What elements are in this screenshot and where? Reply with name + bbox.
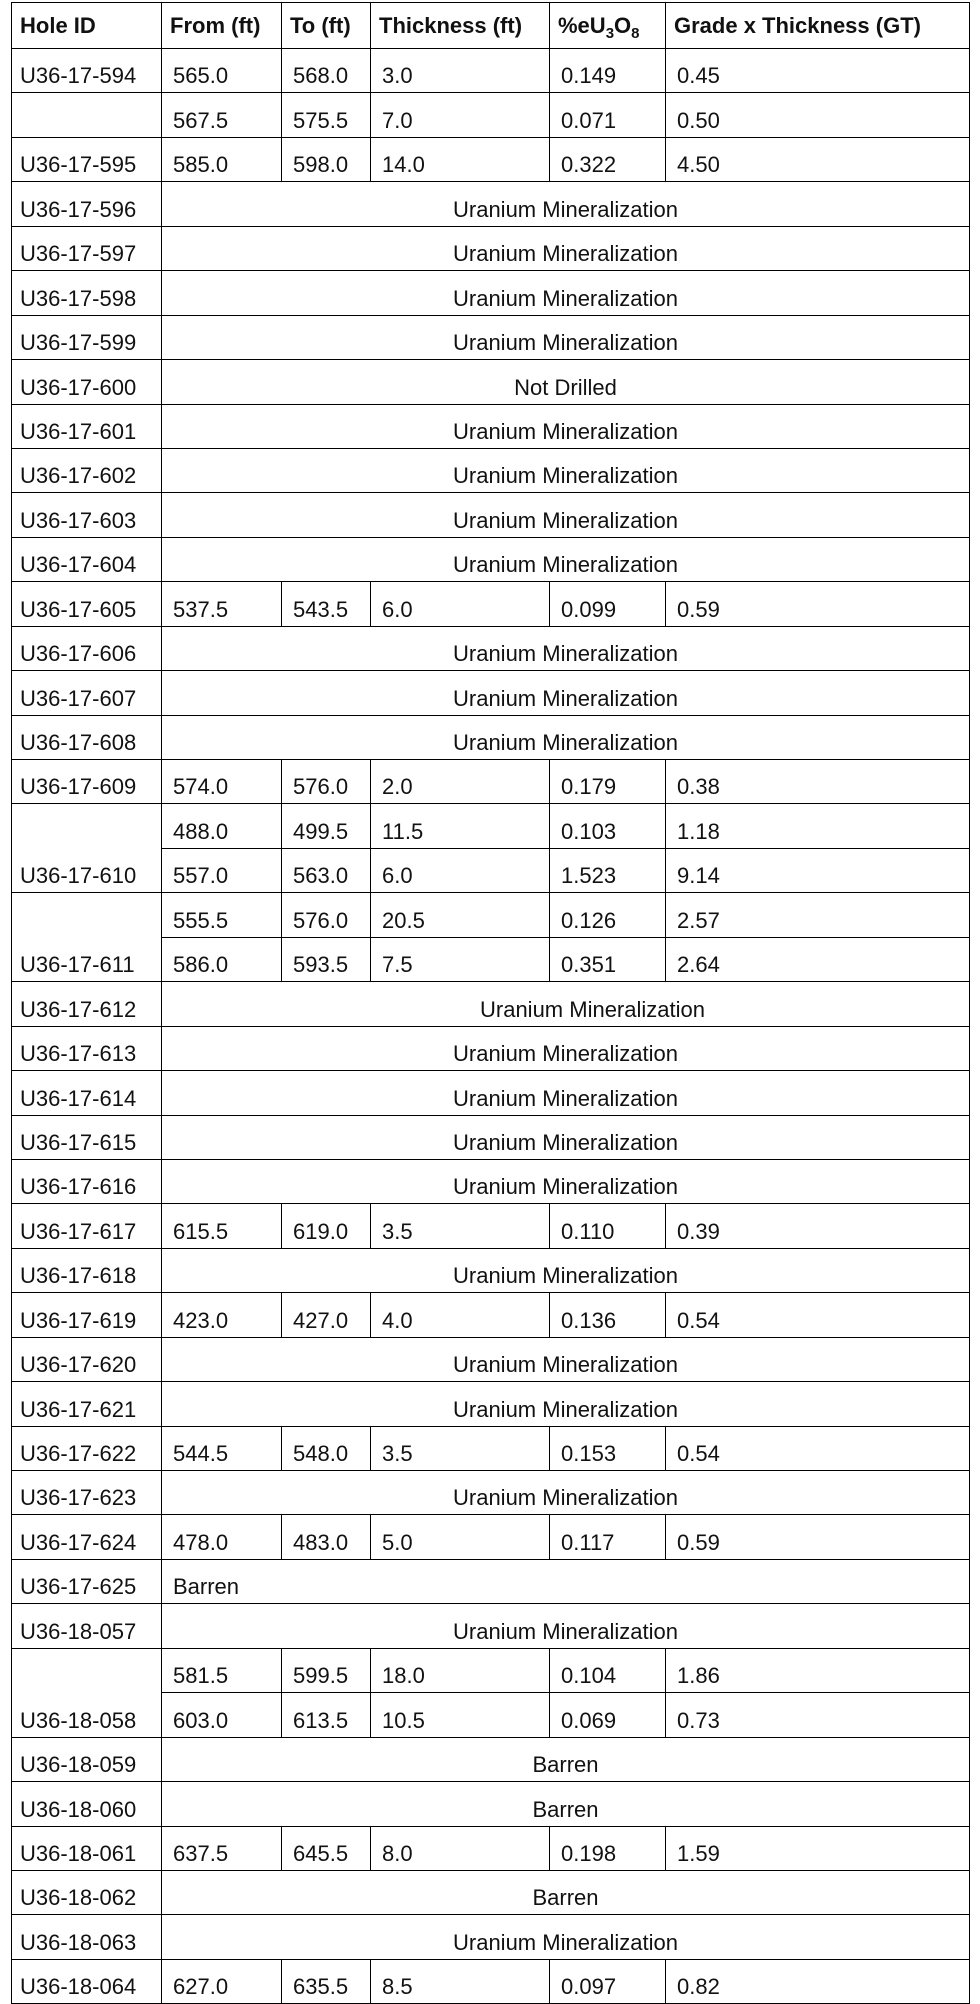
cell-to: 645.5 <box>282 1826 371 1870</box>
table-row <box>12 626 970 670</box>
header-row <box>12 3 970 49</box>
column-header-grade <box>550 3 666 49</box>
table-body <box>12 49 970 2004</box>
cell-thickness: 3.0 <box>371 49 550 93</box>
cell-status: Uranium Mineralization <box>162 1337 970 1381</box>
cell-status: Uranium Mineralization <box>162 537 970 581</box>
table-row <box>12 1248 970 1292</box>
table-row <box>12 804 970 848</box>
cell-hole-id <box>12 1648 162 1692</box>
cell-from: 478.0 <box>162 1515 282 1559</box>
cell-grade: 0.179 <box>550 760 666 804</box>
table-row <box>12 1382 970 1426</box>
cell-status: Uranium Mineralization <box>162 1604 970 1648</box>
table-row <box>12 848 970 892</box>
cell-grade: 0.136 <box>550 1293 666 1337</box>
table-row <box>12 671 970 715</box>
cell-status: Uranium Mineralization <box>162 1159 970 1203</box>
cell-to: 543.5 <box>282 582 371 626</box>
cell-grade: 0.071 <box>550 93 666 137</box>
cell-from: 423.0 <box>162 1293 282 1337</box>
cell-to: 563.0 <box>282 848 371 892</box>
table-row <box>12 1870 970 1914</box>
table-row <box>12 1159 970 1203</box>
cell-hole-id: U36-17-616 <box>12 1159 162 1203</box>
cell-hole-id: U36-17-599 <box>12 315 162 359</box>
cell-thickness: 6.0 <box>371 848 550 892</box>
cell-to: 635.5 <box>282 1959 371 2003</box>
table-row <box>12 982 970 1026</box>
cell-hole-id: U36-17-596 <box>12 182 162 226</box>
cell-grade: 0.351 <box>550 937 666 981</box>
cell-grade: 0.126 <box>550 893 666 937</box>
cell-to: 427.0 <box>282 1293 371 1337</box>
cell-hole-id: U36-17-608 <box>12 715 162 759</box>
cell-gt: 0.59 <box>666 582 970 626</box>
cell-gt: 1.86 <box>666 1648 970 1692</box>
cell-grade: 0.110 <box>550 1204 666 1248</box>
cell-thickness: 7.0 <box>371 93 550 137</box>
cell-grade: 0.104 <box>550 1648 666 1692</box>
table-row <box>12 1204 970 1248</box>
cell-status: Uranium Mineralization <box>162 1026 970 1070</box>
cell-to: 568.0 <box>282 49 371 93</box>
cell-hole-id: U36-17-615 <box>12 1115 162 1159</box>
cell-from: 537.5 <box>162 582 282 626</box>
cell-thickness: 8.5 <box>371 1959 550 2003</box>
cell-hole-id: U36-18-061 <box>12 1826 162 1870</box>
cell-grade: 0.069 <box>550 1693 666 1737</box>
cell-hole-id: U36-17-625 <box>12 1559 162 1603</box>
cell-to: 576.0 <box>282 893 371 937</box>
cell-hole-id: U36-17-610 <box>12 848 162 892</box>
cell-grade: 0.149 <box>550 49 666 93</box>
cell-hole-id: U36-17-624 <box>12 1515 162 1559</box>
table-row <box>12 1471 970 1515</box>
cell-status: Uranium Mineralization <box>162 1248 970 1292</box>
cell-status: Uranium Mineralization <box>162 1115 970 1159</box>
cell-status: Barren <box>162 1737 970 1781</box>
cell-status: Uranium Mineralization <box>162 671 970 715</box>
table-row <box>12 1693 970 1737</box>
table-row <box>12 1782 970 1826</box>
cell-hole-id: U36-17-618 <box>12 1248 162 1292</box>
cell-grade: 0.153 <box>550 1426 666 1470</box>
table-row <box>12 1115 970 1159</box>
cell-from: 565.0 <box>162 49 282 93</box>
table-row <box>12 1026 970 1070</box>
cell-gt: 1.59 <box>666 1826 970 1870</box>
cell-status: Uranium Mineralization <box>162 1071 970 1115</box>
cell-from: 557.0 <box>162 848 282 892</box>
cell-hole-id: U36-17-617 <box>12 1204 162 1248</box>
cell-to: 619.0 <box>282 1204 371 1248</box>
cell-hole-id: U36-17-603 <box>12 493 162 537</box>
cell-gt: 0.54 <box>666 1426 970 1470</box>
cell-from: 555.5 <box>162 893 282 937</box>
cell-to: 613.5 <box>282 1693 371 1737</box>
cell-hole-id: U36-17-620 <box>12 1337 162 1381</box>
cell-to: 499.5 <box>282 804 371 848</box>
cell-hole-id: U36-17-601 <box>12 404 162 448</box>
cell-status: Uranium Mineralization <box>162 493 970 537</box>
cell-from: 567.5 <box>162 93 282 137</box>
cell-grade: 0.099 <box>550 582 666 626</box>
cell-thickness: 4.0 <box>371 1293 550 1337</box>
table-row <box>12 49 970 93</box>
cell-gt: 0.50 <box>666 93 970 137</box>
cell-hole-id: U36-17-606 <box>12 626 162 670</box>
table-row <box>12 760 970 804</box>
table-row <box>12 1071 970 1115</box>
table-row <box>12 1648 970 1692</box>
cell-hole-id: U36-17-598 <box>12 271 162 315</box>
cell-hole-id: U36-18-057 <box>12 1604 162 1648</box>
table-row <box>12 1426 970 1470</box>
cell-gt: 9.14 <box>666 848 970 892</box>
cell-status: Uranium Mineralization <box>162 271 970 315</box>
cell-status: Uranium Mineralization <box>162 715 970 759</box>
table-row <box>12 226 970 270</box>
grade-prefix: %eU <box>558 12 606 38</box>
cell-hole-id: U36-18-064 <box>12 1959 162 2003</box>
cell-from: 586.0 <box>162 937 282 981</box>
table-row <box>12 1826 970 1870</box>
column-header-hole-id: Hole ID <box>12 3 162 49</box>
table-row <box>12 315 970 359</box>
cell-gt: 0.38 <box>666 760 970 804</box>
cell-from: 574.0 <box>162 760 282 804</box>
cell-status: Uranium Mineralization <box>162 626 970 670</box>
cell-gt: 0.39 <box>666 1204 970 1248</box>
table-row <box>12 893 970 937</box>
table-row <box>12 137 970 181</box>
cell-gt: 0.73 <box>666 1693 970 1737</box>
table-header <box>12 3 970 49</box>
cell-gt: 2.57 <box>666 893 970 937</box>
cell-hole-id: U36-17-594 <box>12 49 162 93</box>
table-row <box>12 93 970 137</box>
cell-thickness: 8.0 <box>371 1826 550 1870</box>
column-header-to: To (ft) <box>282 3 371 49</box>
grade-subscript-1: 3 <box>605 24 615 42</box>
cell-to: 598.0 <box>282 137 371 181</box>
cell-hole-id: U36-17-609 <box>12 760 162 804</box>
table-row <box>12 182 970 226</box>
cell-hole-id: U36-17-595 <box>12 137 162 181</box>
cell-grade: 0.097 <box>550 1959 666 2003</box>
cell-thickness: 2.0 <box>371 760 550 804</box>
table-row <box>12 1337 970 1381</box>
table-row <box>12 1959 970 2003</box>
cell-hole-id: U36-17-612 <box>12 982 162 1026</box>
cell-status: Uranium Mineralization <box>162 404 970 448</box>
cell-hole-id: U36-18-059 <box>12 1737 162 1781</box>
cell-hole-id: U36-17-605 <box>12 582 162 626</box>
column-header-from: From (ft) <box>162 3 282 49</box>
cell-status: Barren <box>162 1870 970 1914</box>
cell-status: Not Drilled <box>162 360 970 404</box>
cell-from: 637.5 <box>162 1826 282 1870</box>
cell-hole-id: U36-18-062 <box>12 1870 162 1914</box>
cell-hole-id: U36-17-613 <box>12 1026 162 1070</box>
cell-from: 581.5 <box>162 1648 282 1692</box>
table-row <box>12 582 970 626</box>
cell-grade: 1.523 <box>550 848 666 892</box>
cell-status: Uranium Mineralization <box>162 315 970 359</box>
cell-hole-id: U36-17-621 <box>12 1382 162 1426</box>
cell-thickness: 18.0 <box>371 1648 550 1692</box>
cell-hole-id: U36-17-600 <box>12 360 162 404</box>
cell-gt: 0.45 <box>666 49 970 93</box>
cell-to: 599.5 <box>282 1648 371 1692</box>
cell-gt: 1.18 <box>666 804 970 848</box>
cell-hole-id: U36-17-619 <box>12 1293 162 1337</box>
cell-thickness: 14.0 <box>371 137 550 181</box>
cell-from: 544.5 <box>162 1426 282 1470</box>
column-header-gt: Grade x Thickness (GT) <box>666 3 970 49</box>
cell-gt: 2.64 <box>666 937 970 981</box>
cell-status: Uranium Mineralization <box>162 1382 970 1426</box>
cell-status: Barren <box>162 1559 970 1603</box>
cell-status: Uranium Mineralization <box>162 182 970 226</box>
table-row <box>12 1737 970 1781</box>
cell-hole-id: U36-17-623 <box>12 1471 162 1515</box>
cell-status: Uranium Mineralization <box>162 226 970 270</box>
cell-hole-id: U36-17-611 <box>12 937 162 981</box>
grade-subscript-2: 8 <box>631 24 640 42</box>
cell-from: 627.0 <box>162 1959 282 2003</box>
cell-from: 488.0 <box>162 804 282 848</box>
table-row <box>12 1559 970 1603</box>
table-row <box>12 1293 970 1337</box>
table-row <box>12 1604 970 1648</box>
cell-thickness: 3.5 <box>371 1204 550 1248</box>
cell-status: Uranium Mineralization <box>162 982 970 1026</box>
cell-thickness: 3.5 <box>371 1426 550 1470</box>
cell-gt: 4.50 <box>666 137 970 181</box>
cell-from: 585.0 <box>162 137 282 181</box>
cell-thickness: 11.5 <box>371 804 550 848</box>
cell-hole-id <box>12 804 162 848</box>
table-row <box>12 1915 970 1959</box>
cell-hole-id: U36-17-622 <box>12 1426 162 1470</box>
cell-gt: 0.82 <box>666 1959 970 2003</box>
cell-hole-id: U36-17-604 <box>12 537 162 581</box>
cell-to: 575.5 <box>282 93 371 137</box>
cell-hole-id: U36-17-614 <box>12 1071 162 1115</box>
cell-gt: 0.54 <box>666 1293 970 1337</box>
cell-gt: 0.59 <box>666 1515 970 1559</box>
table-row <box>12 448 970 492</box>
cell-grade: 0.198 <box>550 1826 666 1870</box>
cell-status: Barren <box>162 1782 970 1826</box>
table-row <box>12 360 970 404</box>
cell-thickness: 20.5 <box>371 893 550 937</box>
cell-to: 576.0 <box>282 760 371 804</box>
cell-hole-id: U36-17-607 <box>12 671 162 715</box>
table-row <box>12 937 970 981</box>
cell-thickness: 7.5 <box>371 937 550 981</box>
cell-to: 548.0 <box>282 1426 371 1470</box>
cell-hole-id <box>12 93 162 137</box>
cell-hole-id: U36-17-602 <box>12 448 162 492</box>
cell-hole-id: U36-18-063 <box>12 1915 162 1959</box>
table-row <box>12 493 970 537</box>
cell-hole-id <box>12 893 162 937</box>
cell-to: 483.0 <box>282 1515 371 1559</box>
cell-status: Uranium Mineralization <box>162 448 970 492</box>
drill-results-table <box>11 2 970 2004</box>
cell-thickness: 10.5 <box>371 1693 550 1737</box>
table-row <box>12 404 970 448</box>
table-row <box>12 271 970 315</box>
table-row <box>12 715 970 759</box>
cell-hole-id: U36-18-060 <box>12 1782 162 1826</box>
cell-grade: 0.322 <box>550 137 666 181</box>
table-row <box>12 1515 970 1559</box>
cell-status: Uranium Mineralization <box>162 1915 970 1959</box>
cell-grade: 0.117 <box>550 1515 666 1559</box>
table-row <box>12 537 970 581</box>
cell-hole-id: U36-18-058 <box>12 1693 162 1737</box>
cell-from: 603.0 <box>162 1693 282 1737</box>
grade-mid: O <box>614 12 632 38</box>
cell-from: 615.5 <box>162 1204 282 1248</box>
cell-thickness: 5.0 <box>371 1515 550 1559</box>
cell-status: Uranium Mineralization <box>162 1471 970 1515</box>
column-header-thickness: Thickness (ft) <box>371 3 550 49</box>
cell-hole-id: U36-17-597 <box>12 226 162 270</box>
cell-to: 593.5 <box>282 937 371 981</box>
cell-thickness: 6.0 <box>371 582 550 626</box>
cell-grade: 0.103 <box>550 804 666 848</box>
